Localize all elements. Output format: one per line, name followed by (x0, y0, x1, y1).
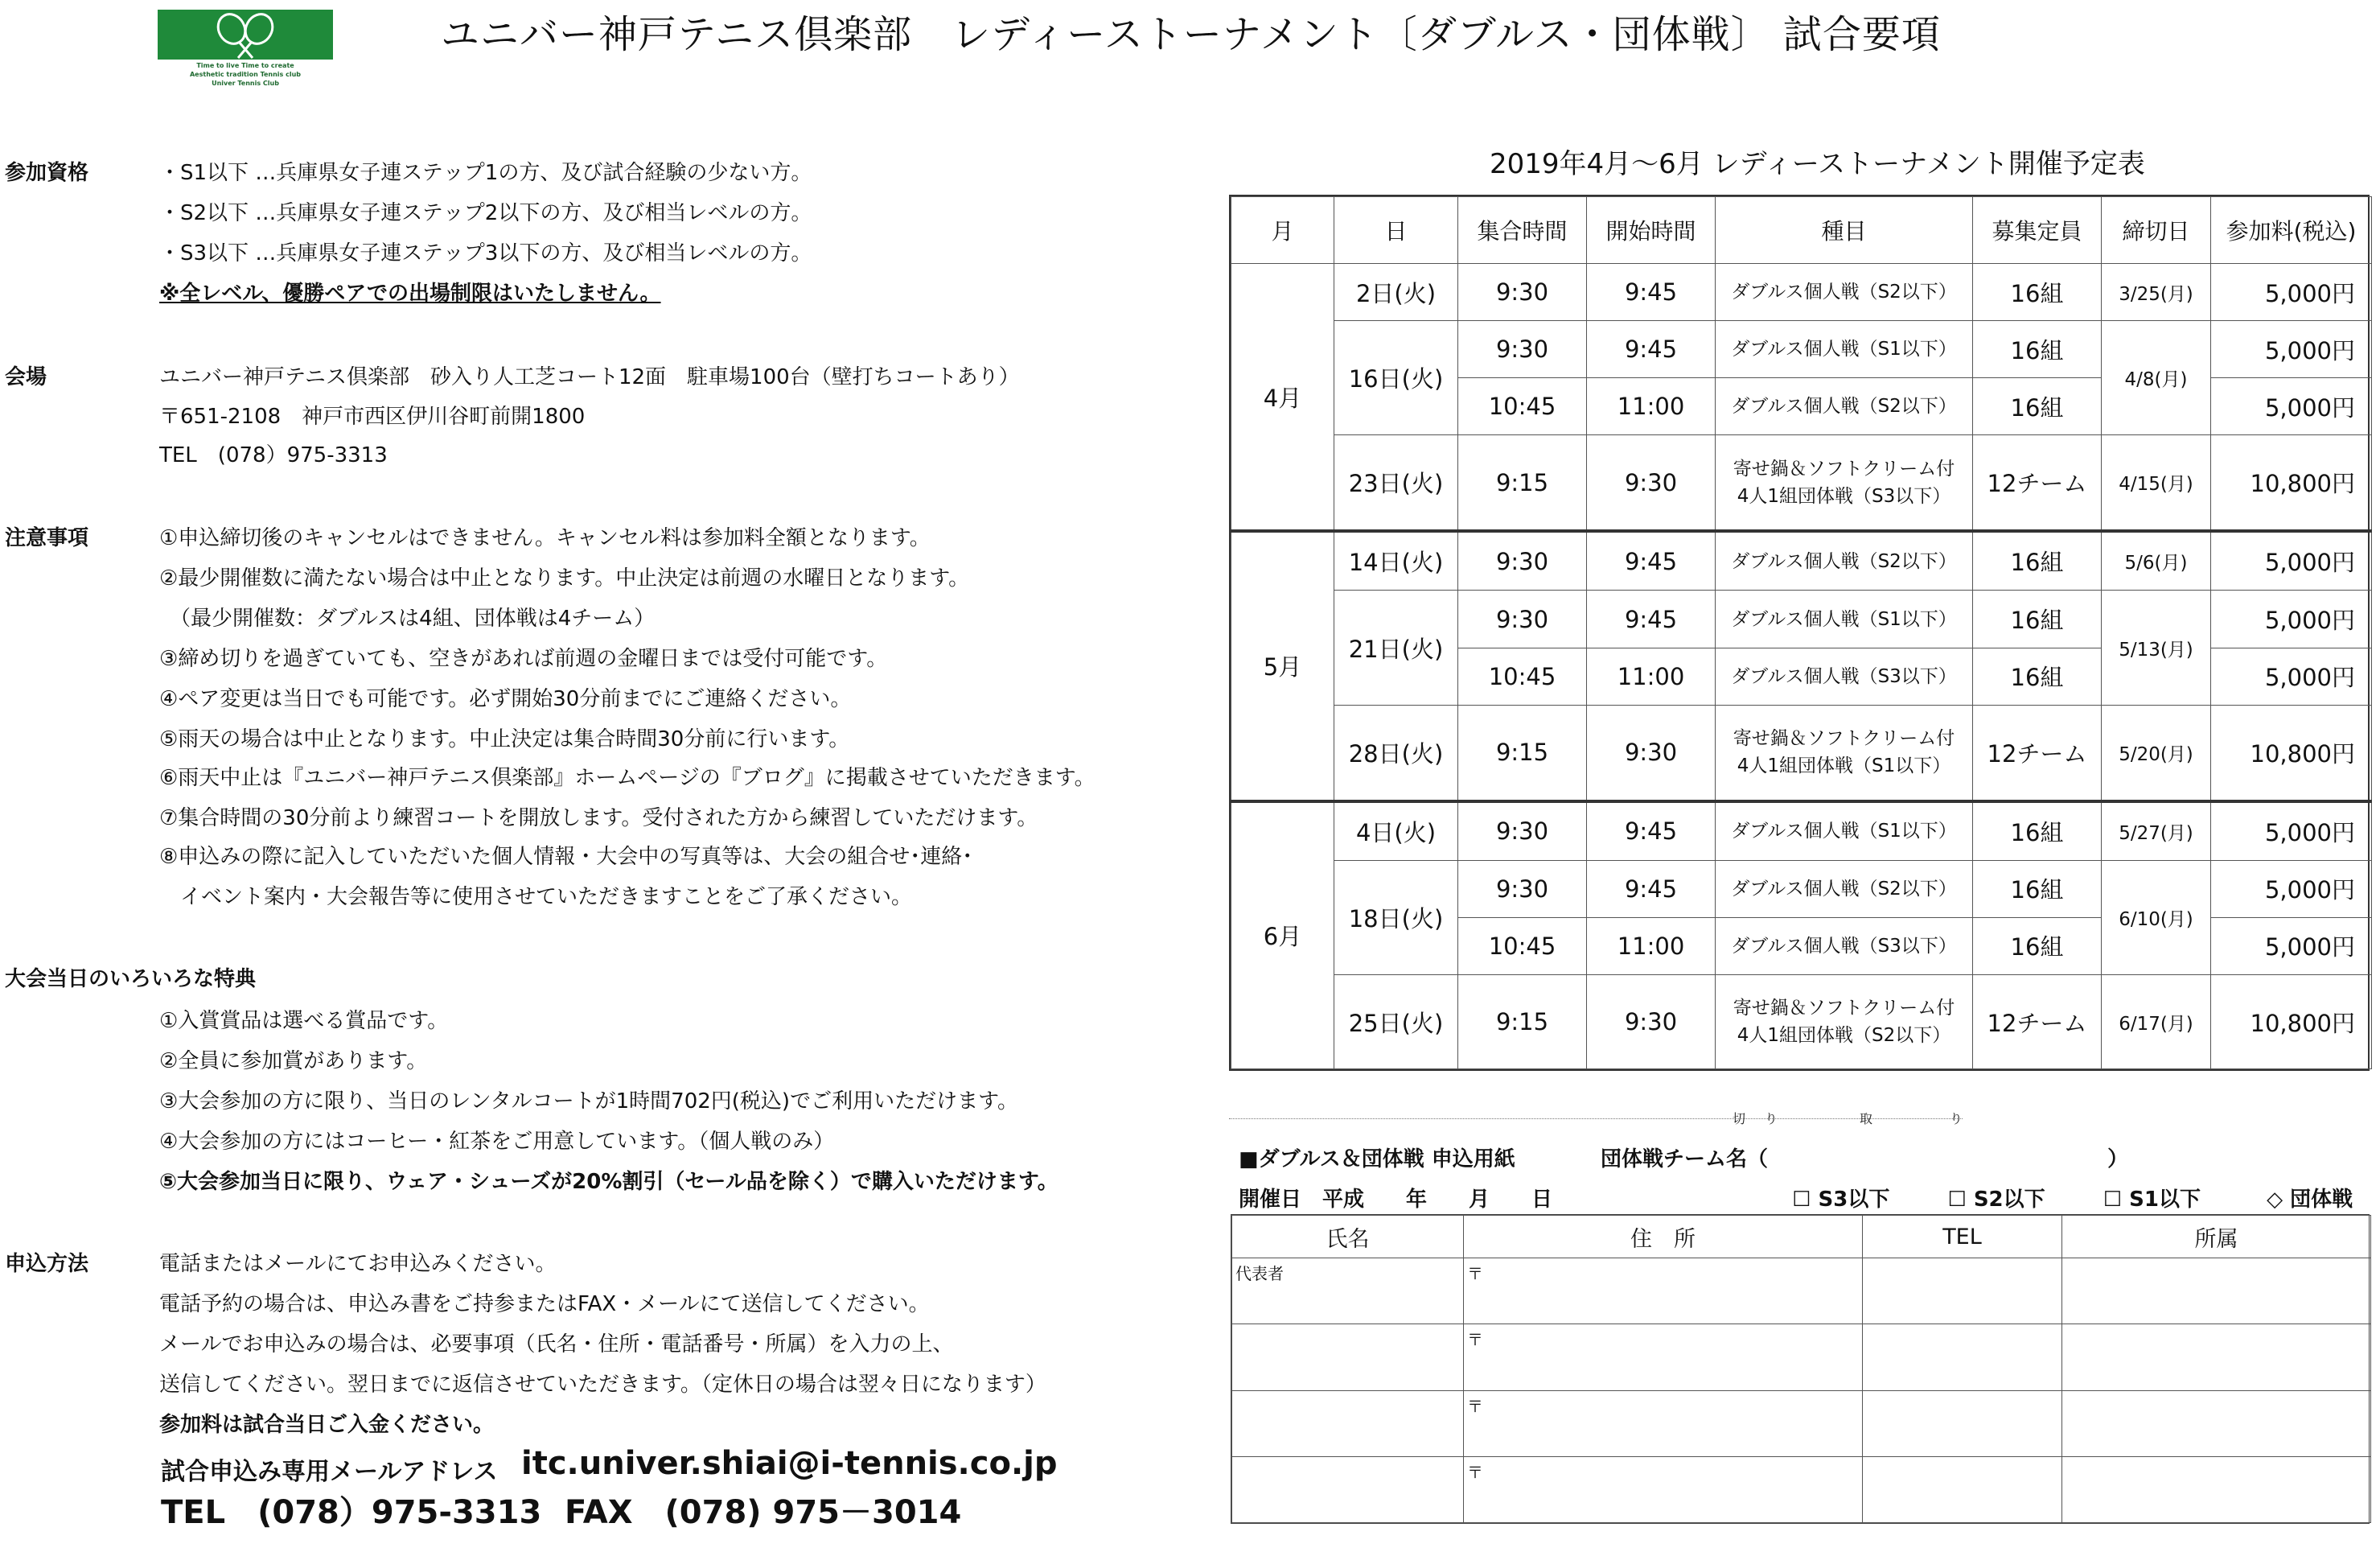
form-title: ■ダブルス＆団体戦 申込用紙 (1239, 1147, 1515, 1171)
gather-time-cell: 10:45 (1458, 648, 1587, 705)
event-date-field[interactable]: 開催日 平成 年 月 日 (1239, 1188, 1553, 1212)
notes-line: ③締め切りを過ぎていても、空きがあれば前週の金曜日までは受付可能です。 (159, 647, 888, 671)
deadline-cell: 5/6(月) (2102, 531, 2211, 591)
fee-cell: 5,000円 (2211, 648, 2372, 705)
name-field[interactable] (1232, 1390, 1464, 1456)
fee-cell: 5,000円 (2211, 917, 2372, 974)
start-time-cell: 11:00 (1587, 648, 1716, 705)
fee-cell: 5,000円 (2211, 321, 2372, 378)
fee-cell: 5,000円 (2211, 531, 2372, 591)
club-logo (158, 10, 333, 92)
option-s3[interactable]: ☐ S3以下 (1792, 1188, 1890, 1212)
event-cell (1716, 860, 1973, 917)
day-cell: 18日(火) (1334, 860, 1458, 974)
schedule-row (1231, 975, 2372, 1069)
deadline-cell: 5/20(月) (2102, 705, 2211, 801)
option-s1[interactable]: ☐ S1以下 (2103, 1188, 2201, 1212)
event-cell (1716, 917, 1973, 974)
start-time-cell: 9:30 (1587, 975, 1716, 1069)
day-cell: 21日(火) (1334, 591, 1458, 705)
gather-time-cell: 10:45 (1458, 378, 1587, 435)
application-form-table (1231, 1214, 2370, 1524)
benefits-line: ③大会参加の方に限り、当日のレンタルコートが1時間702円(税込)でご利用いただけます。 (159, 1089, 1018, 1114)
capacity-cell: 16組 (1973, 648, 2102, 705)
gather-time-cell: 9:15 (1458, 975, 1587, 1069)
gather-time-cell: 9:30 (1458, 860, 1587, 917)
team-name-close: ） (2107, 1147, 2129, 1171)
benefits-line: ④大会参加の方にはコーヒー・紅茶をご用意しています。（個人戦のみ） (159, 1130, 835, 1154)
address-field[interactable] (1464, 1390, 1863, 1456)
benefits-bold-line: ⑤大会参加当日に限り、ウェア・シューズが20%割引（セール品を除く）で購入いただけます。 (159, 1170, 1058, 1194)
email-label: 試合申込み専用メールアドレス (161, 1458, 498, 1486)
apply-label: 申込方法 (5, 1252, 89, 1276)
form-date-row (1239, 1183, 2353, 1212)
payment-note: 参加料は試合当日ご入金ください。 (159, 1413, 495, 1437)
address-field[interactable] (1464, 1258, 1863, 1324)
gather-time-cell: 9:30 (1458, 264, 1587, 321)
day-cell: 25日(火) (1334, 975, 1458, 1069)
capacity-cell: 16組 (1973, 531, 2102, 591)
schedule-row (1231, 321, 2372, 378)
start-time-cell: 9:45 (1587, 321, 1716, 378)
schedule-row (1231, 860, 2372, 917)
schedule-header: 募集定員 (1973, 197, 2102, 264)
notes-line: ⑧申込みの際に記入していただいた個人情報・大会中の写真等は、大会の組合せ･連絡･ (159, 845, 973, 869)
capacity-cell: 16組 (1973, 917, 2102, 974)
notes-line: ④ペア変更は当日でも可能です。必ず開始30分前までにご連絡ください。 (159, 687, 852, 711)
gather-time-cell: 9:30 (1458, 531, 1587, 591)
start-time-cell: 9:30 (1587, 705, 1716, 801)
deadline-cell: 5/13(月) (2102, 591, 2211, 705)
apply-line: メールでお申込みの場合は、必要事項（氏名・住所・電話番号・所属）を入力の上、 (159, 1332, 954, 1356)
address-field[interactable] (1464, 1456, 1863, 1522)
logo-line-3: Univer Tennis Club (212, 80, 279, 87)
deadline-cell: 4/15(月) (2102, 435, 2211, 531)
event-text: 4人1組団体戦（S1以下） (1737, 755, 1951, 777)
day-cell: 28日(火) (1334, 705, 1458, 801)
gather-time-cell: 9:30 (1458, 801, 1587, 861)
event-cell (1716, 321, 1973, 378)
event-text: ダブルス個人戦（S3以下） (1731, 665, 1957, 687)
day-cell: 4日(火) (1334, 801, 1458, 861)
capacity-cell: 12チーム (1973, 705, 2102, 801)
event-text: 4人1組団体戦（S3以下） (1737, 485, 1951, 507)
schedule-header: 開始時間 (1587, 197, 1716, 264)
deadline-cell: 4/8(月) (2102, 321, 2211, 435)
event-cell (1716, 378, 1973, 435)
tel-field[interactable] (1863, 1456, 2062, 1522)
venue-line-2: 〒651-2108 神戸市西区伊川谷町前開1800 (159, 405, 586, 429)
day-cell: 23日(火) (1334, 435, 1458, 531)
apply-line: 送信してください。翌日までに返信させていただきます。（定休日の場合は翌々日になります） (159, 1373, 1046, 1397)
start-time-cell: 11:00 (1587, 917, 1716, 974)
benefits-line: ②全員に参加賞があります。 (159, 1049, 428, 1073)
capacity-cell: 12チーム (1973, 435, 2102, 531)
notes-line: ⑦集合時間の30分前より練習コートを開放します。受付された方から練習していただけます。 (159, 806, 1038, 830)
option-team[interactable]: ◇ 団体戦 (2267, 1188, 2353, 1212)
day-cell: 16日(火) (1334, 321, 1458, 435)
affiliation-field[interactable] (2062, 1390, 2371, 1456)
fee-cell: 10,800円 (2211, 435, 2372, 531)
schedule-row (1231, 705, 2372, 801)
event-cell (1716, 591, 1973, 648)
logo-line-1: Time to live Time to create (196, 62, 294, 69)
gather-time-cell: 9:15 (1458, 705, 1587, 801)
deadline-cell: 5/27(月) (2102, 801, 2211, 861)
fee-cell: 5,000円 (2211, 801, 2372, 861)
name-field[interactable] (1232, 1324, 1464, 1390)
start-time-cell: 9:30 (1587, 435, 1716, 531)
event-text: ダブルス個人戦（S1以下） (1731, 339, 1957, 360)
phone-number[interactable]: TEL (078）975-3313 (161, 1494, 542, 1531)
cut-mark: 取 (1860, 1111, 1873, 1126)
notes-line: ①申込締切後のキャンセルはできません。キャンセル料は参加料全額となります。 (159, 526, 931, 550)
fee-cell: 5,000円 (2211, 591, 2372, 648)
form-header (1239, 1142, 2128, 1172)
postal-mark: 〒 (1467, 1462, 1483, 1482)
notes-line: ⑤雨天の場合は中止となります。中止決定は集合時間30分前に行います。 (159, 727, 850, 751)
affiliation-header: 所属 (2062, 1216, 2371, 1258)
team-name-label: 団体戦チーム名（ (1600, 1147, 1768, 1171)
event-cell (1716, 435, 1973, 531)
benefits-label: 大会当日のいろいろな特典 (5, 967, 257, 991)
schedule-header: 種目 (1716, 197, 1973, 264)
schedule-header: 参加料(税込) (2211, 197, 2372, 264)
deadline-cell: 3/25(月) (2102, 264, 2211, 321)
cut-mark: 切 (1733, 1111, 1746, 1126)
affiliation-field[interactable] (2062, 1258, 2371, 1324)
fee-cell: 10,800円 (2211, 975, 2372, 1069)
schedule-header: 集合時間 (1458, 197, 1587, 264)
start-time-cell: 9:45 (1587, 264, 1716, 321)
eligibility-line-1: ・S1以下 …兵庫県女子連ステップ1の方、及び試合経験の少ない方。 (159, 161, 812, 185)
start-time-cell: 11:00 (1587, 378, 1716, 435)
notes-label: 注意事項 (5, 526, 89, 550)
tear-line (1229, 1118, 1963, 1119)
schedule-row (1231, 801, 2372, 861)
month-cell: 5月 (1231, 531, 1334, 801)
event-text: 寄せ鍋＆ソフトクリーム付 (1733, 728, 1955, 750)
apply-line: 電話またはメールにてお申込みください。 (159, 1252, 557, 1276)
gather-time-cell: 10:45 (1458, 917, 1587, 974)
postal-mark: 〒 (1467, 1330, 1483, 1350)
representative-label: 代表者 (1235, 1264, 1284, 1283)
benefits-line: ①入賞賞品は選べる賞品です。 (159, 1009, 449, 1033)
notes-line: ②最少開催数に満たない場合は中止となります。中止決定は前週の水曜日となります。 (159, 566, 970, 591)
event-text: 4人1組団体戦（S2以下） (1737, 1025, 1951, 1047)
deadline-cell: 6/10(月) (2102, 860, 2211, 974)
event-text: 寄せ鍋＆ソフトクリーム付 (1733, 458, 1955, 480)
notes-line: （最少開催数：ダブルスは4組、団体戦は4チーム） (159, 607, 656, 631)
gather-time-cell: 9:30 (1458, 591, 1587, 648)
eligibility-label: 参加資格 (5, 161, 89, 185)
capacity-cell: 16組 (1973, 264, 2102, 321)
event-text: ダブルス個人戦（S1以下） (1731, 608, 1957, 630)
event-text: ダブルス個人戦（S2以下） (1731, 396, 1957, 418)
name-header: 氏名 (1232, 1216, 1464, 1258)
fee-cell: 10,800円 (2211, 705, 2372, 801)
event-text: 寄せ鍋＆ソフトクリーム付 (1733, 998, 1955, 1019)
eligibility-line-2: ・S2以下 …兵庫県女子連ステップ2以下の方、及び相当レベルの方。 (159, 201, 812, 225)
event-cell (1716, 648, 1973, 705)
schedule-header: 締切日 (2102, 197, 2211, 264)
schedule-header: 日 (1334, 197, 1458, 264)
capacity-cell: 16組 (1973, 321, 2102, 378)
capacity-cell: 12チーム (1973, 975, 2102, 1069)
fax-number: FAX (078) 975－3014 (565, 1494, 962, 1531)
capacity-cell: 16組 (1973, 591, 2102, 648)
schedule-row (1231, 531, 2372, 591)
affiliation-field[interactable] (2062, 1456, 2371, 1522)
postal-mark: 〒 (1467, 1396, 1483, 1416)
tel-header: TEL (1863, 1216, 2062, 1258)
fee-cell: 5,000円 (2211, 264, 2372, 321)
event-text: ダブルス個人戦（S2以下） (1731, 550, 1957, 572)
name-field[interactable] (1232, 1456, 1464, 1522)
fee-cell: 5,000円 (2211, 860, 2372, 917)
start-time-cell: 9:45 (1587, 801, 1716, 861)
event-text: ダブルス個人戦（S3以下） (1731, 935, 1957, 957)
fee-cell: 5,000円 (2211, 378, 2372, 435)
apply-line: 電話予約の場合は、申込み書をご持参またはFAX・メールにて送信してください。 (159, 1292, 930, 1316)
schedule-row (1231, 591, 2372, 648)
event-cell (1716, 975, 1973, 1069)
day-cell: 2日(火) (1334, 264, 1458, 321)
event-cell (1716, 531, 1973, 591)
cut-mark: り (1950, 1111, 1963, 1126)
notes-line: イベント案内・大会報告等に使用させていただきますことをご了承ください。 (159, 885, 913, 909)
address-field[interactable] (1464, 1324, 1863, 1390)
venue-label: 会場 (5, 365, 47, 389)
tel-field[interactable] (1863, 1258, 2062, 1324)
tel-field[interactable] (1863, 1390, 2062, 1456)
start-time-cell: 9:45 (1587, 860, 1716, 917)
schedule-row (1231, 435, 2372, 531)
option-s2[interactable]: ☐ S2以下 (1947, 1188, 2045, 1212)
start-time-cell: 9:45 (1587, 531, 1716, 591)
venue-line-1: ユニバー神戸テニス倶楽部 砂入り人工芝コート12面 駐車場100台（壁打ちコートあり） (159, 365, 1020, 389)
schedule-row (1231, 264, 2372, 321)
event-text: ダブルス個人戦（S2以下） (1731, 878, 1957, 900)
email-address[interactable]: itc.univer.shiai@i-tennis.co.jp (521, 1445, 1058, 1482)
deadline-cell: 6/17(月) (2102, 975, 2211, 1069)
capacity-cell: 16組 (1973, 378, 2102, 435)
eligibility-note: ※全レベル、優勝ペアでの出場制限はいたしません。 (159, 282, 661, 306)
event-text: ダブルス個人戦（S1以下） (1731, 821, 1957, 842)
affiliation-field[interactable] (2062, 1324, 2371, 1390)
cut-mark: り (1765, 1111, 1778, 1126)
gather-time-cell: 9:15 (1458, 435, 1587, 531)
event-cell (1716, 264, 1973, 321)
event-text: ダブルス個人戦（S2以下） (1731, 282, 1957, 303)
postal-mark: 〒 (1467, 1264, 1483, 1283)
schedule-title: 2019年4月～6月 レディーストーナメント開催予定表 (1490, 148, 2145, 180)
gather-time-cell: 9:30 (1458, 321, 1587, 378)
notes-line: ⑥雨天中止は『ユニバー神戸テニス倶楽部』ホームページの『ブログ』に掲載させていただきます。 (159, 766, 1095, 790)
event-cell (1716, 705, 1973, 801)
capacity-cell: 16組 (1973, 860, 2102, 917)
page-title: ユニバー神戸テニス倶楽部 レディーストーナメント〔ダブルス・団体戦〕 試合要項 (441, 12, 1941, 57)
schedule-table (1229, 195, 2370, 1071)
capacity-cell: 16組 (1973, 801, 2102, 861)
tel-field[interactable] (1863, 1324, 2062, 1390)
month-cell: 4月 (1231, 264, 1334, 532)
name-field[interactable] (1232, 1258, 1464, 1324)
event-cell (1716, 801, 1973, 861)
day-cell: 14日(火) (1334, 531, 1458, 591)
eligibility-line-3: ・S3以下 …兵庫県女子連ステップ3以下の方、及び相当レベルの方。 (159, 241, 812, 266)
logo-line-2: Aesthetic tradition Tennis club (189, 71, 302, 78)
address-header: 住 所 (1464, 1216, 1863, 1258)
venue-line-3: TEL (078）975-3313 (159, 443, 388, 467)
start-time-cell: 9:45 (1587, 591, 1716, 648)
month-cell: 6月 (1231, 801, 1334, 1069)
schedule-header: 月 (1231, 197, 1334, 264)
